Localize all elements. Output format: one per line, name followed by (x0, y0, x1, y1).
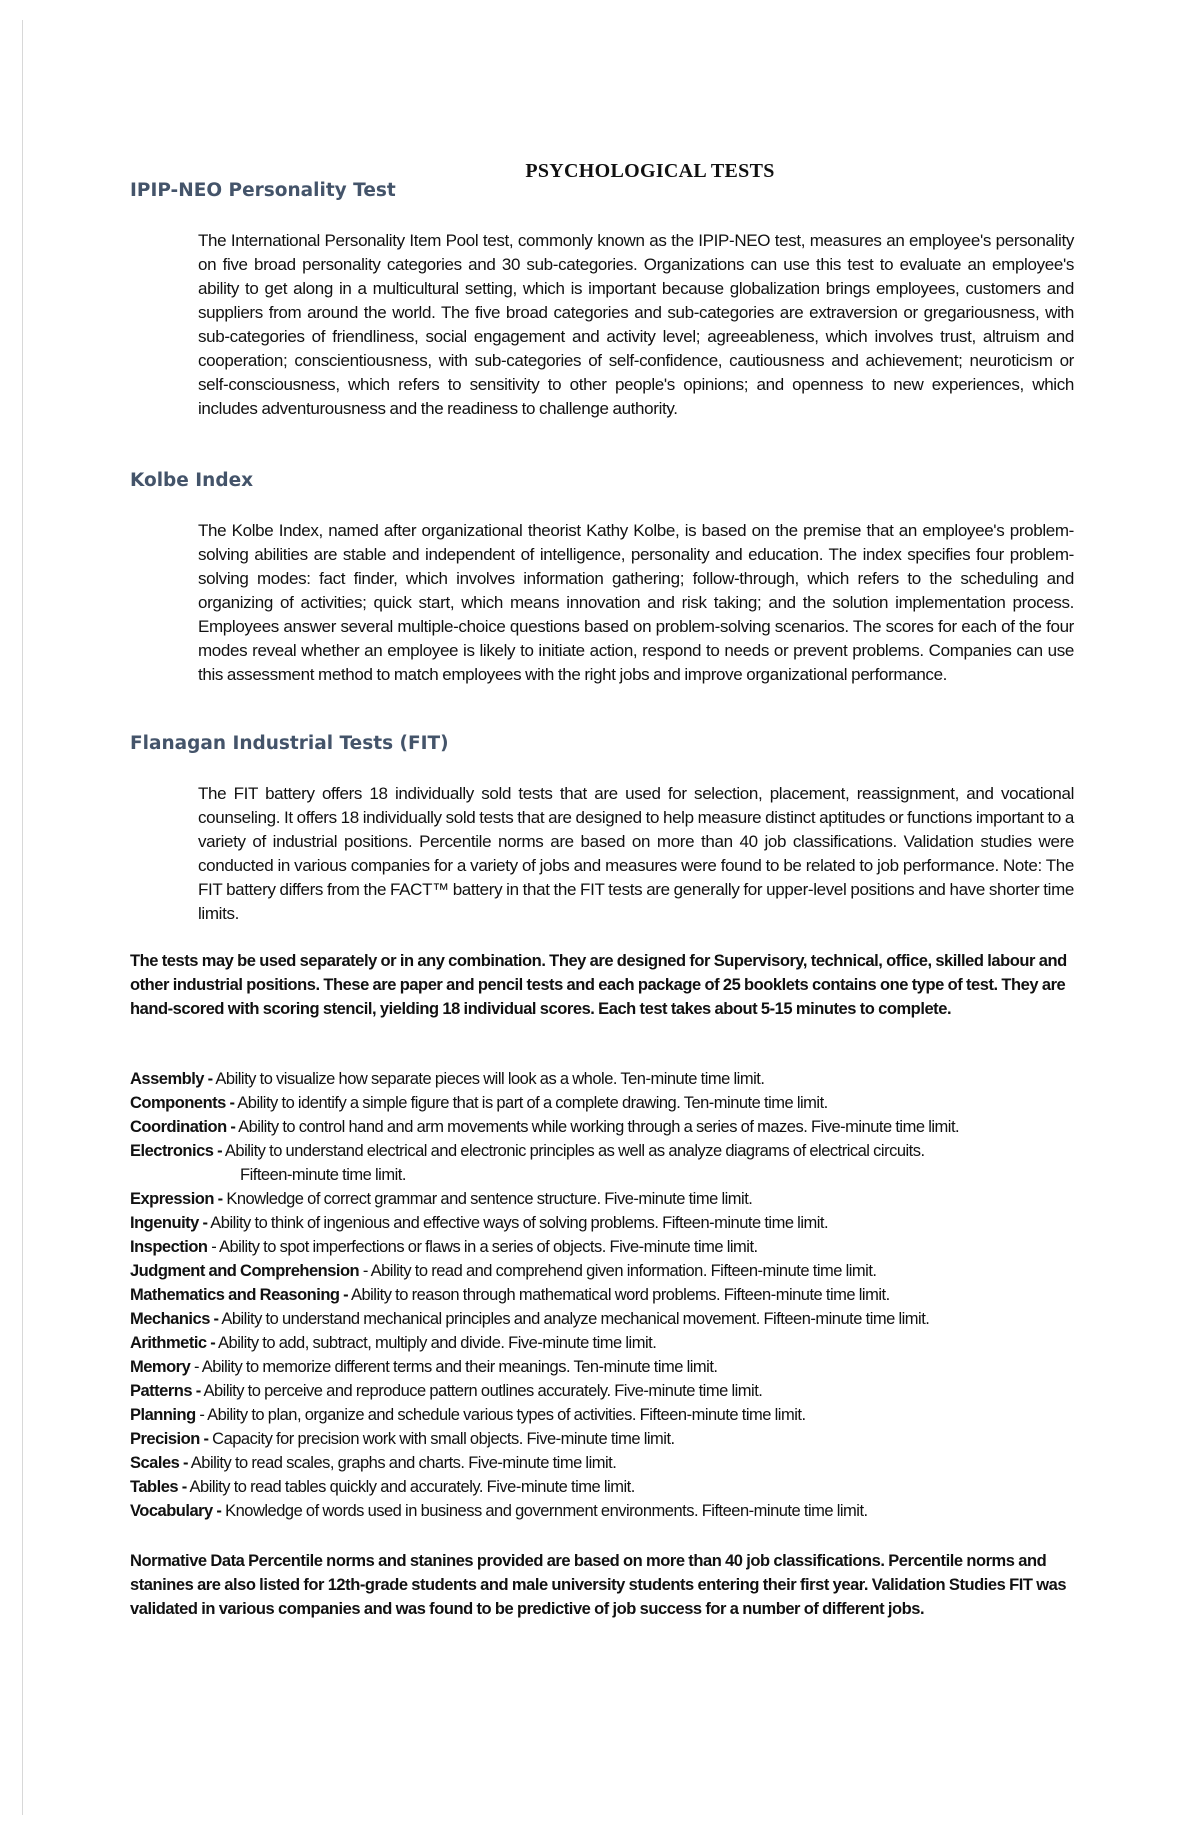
test-item (130, 1499, 1130, 1523)
heading-ipip-neo: IPIP-NEO Personality Test (130, 180, 396, 201)
test-description: Ability to visualize how separate pieces will look as a whole. Ten-minute time limit. (212, 1070, 765, 1088)
test-item (130, 1475, 1130, 1499)
test-name: Arithmetic - (130, 1334, 216, 1352)
test-item (130, 1403, 1130, 1427)
test-name: Mathematics and Reasoning - (130, 1286, 349, 1304)
normative-data: Normative Data Percentile norms and stanines provided are based on more than 40 job classifications. Percentile norms and stanines are also listed for 12th-grade students and male university students entering their first year. Validation Studies FIT was validated in various companies and was found to be predictive of job success for a number of different jobs. (130, 1552, 1067, 1618)
test-description: Ability to read tables quickly and accurately. Five-minute time limit. (186, 1478, 635, 1496)
test-name: Assembly - (130, 1070, 213, 1088)
tests-summary: The tests may be used separately or in any combination. They are designed for Supervisory, technical, office, skilled labour and other industrial positions. These are paper and pencil tests and each package of 25 booklets contains one type of test. They are hand-scored with scoring stencil, yielding 18 individual scores. Each test takes about 5-15 minutes to complete. (130, 952, 1067, 1018)
test-description: Ability to reason through mathematical word problems. Fifteen-minute time limit. (348, 1286, 890, 1304)
test-description: Ability to perceive and reproduce pattern outlines accurately. Five-minute time limit. (200, 1382, 763, 1400)
test-description: - Ability to memorize different terms and their meanings. Ten-minute time limit. (190, 1358, 718, 1376)
test-item (130, 1259, 1130, 1283)
test-item (130, 1355, 1130, 1379)
heading-kolbe-index: Kolbe Index (130, 470, 254, 491)
test-name: Components - (130, 1094, 235, 1112)
test-item (130, 1091, 1130, 1115)
paragraph-flanagan-fit: The FIT battery offers 18 individually sold tests that are used for selection, placement, reassignment, and vocational counseling. It offers 18 individually sold tests that are designed to help measure distinct aptitudes or functions important to a variety of industrial positions. Percentile norms are based on more than 40 job classifications. Validation studies were conducted in various companies for a variety of jobs and measures were found to be related to job performance. Note: The FIT battery differs from the FACT™ battery in that the FIT tests are generally for upper-level positions and have shorter time limits. (198, 784, 1074, 923)
test-name: Inspection (130, 1238, 208, 1256)
test-description: Ability to identify a simple figure that is part of a complete drawing. Ten-minute time limit. (234, 1094, 828, 1112)
test-item (130, 1067, 1130, 1091)
test-description: - Ability to spot imperfections or flaws in a series of objects. Five-minute time limit. (207, 1238, 758, 1256)
test-name: Scales - (130, 1454, 188, 1472)
test-name: Tables - (130, 1478, 187, 1496)
test-description: Ability to read scales, graphs and charts. Five-minute time limit. (187, 1454, 617, 1472)
test-description: Knowledge of words used in business and government environments. Fifteen-minute time limit. (221, 1502, 868, 1520)
test-name: Planning (130, 1406, 196, 1424)
test-item (130, 1187, 1130, 1211)
test-description: Ability to understand mechanical principles and analyze mechanical movement. Fifteen-minute time limit. (218, 1310, 930, 1328)
test-name: Coordination - (130, 1118, 236, 1136)
test-description: Ability to think of ingenious and effective ways of solving problems. Fifteen-minute time limit. (207, 1214, 829, 1232)
test-name: Precision - (130, 1430, 209, 1448)
test-list (130, 1067, 1130, 1523)
test-name: Ingenuity - (130, 1214, 208, 1232)
page-margin-line (22, 20, 23, 1815)
test-item (130, 1451, 1130, 1475)
test-item (130, 1283, 1130, 1307)
paragraph-ipip-neo: The International Personality Item Pool test, commonly known as the IPIP-NEO test, measures an employee's personality on five broad personality categories and 30 sub-categories. Organizations can use this test to evaluate an employee's ability to get along in a multicultural setting, which is important because globalization brings employees, customers and suppliers from around the world. The five broad categories and sub-categories are extraversion or gregariousness, with sub-categories of friendliness, social engagement and activity level; agreeableness, which involves trust, altruism and cooperation; conscientiousness, with sub-categories of self-confidence, cautiousness and achievement; neuroticism or self-consciousness, which refers to sensitivity to other people's opinions; and openness to new experiences, which includes adventurousness and the readiness to challenge authority. (198, 231, 1074, 418)
test-description: Ability to control hand and arm movements while working through a series of mazes. Five-minute time limit. (235, 1118, 960, 1136)
test-item (130, 1139, 1130, 1187)
test-item (130, 1115, 1130, 1139)
test-item (130, 1379, 1130, 1403)
test-name: Vocabulary - (130, 1502, 222, 1520)
test-item (130, 1211, 1130, 1235)
test-description-continued: Fifteen-minute time limit. (240, 1166, 406, 1184)
test-name: Electronics - (130, 1142, 223, 1160)
test-name: Mechanics - (130, 1310, 219, 1328)
test-name: Judgment and Comprehension (130, 1262, 360, 1280)
test-item (130, 1427, 1130, 1451)
paragraph-kolbe-index: The Kolbe Index, named after organizational theorist Kathy Kolbe, is based on the premise that an employee's problem-solving abilities are stable and independent of intelligence, personality and education. The index specifies four problem-solving modes: fact finder, which involves information gathering; follow-through, which refers to the scheduling and organizing of activities; quick start, which means innovation and risk taking; and the solution implementation process. Employees answer several multiple-choice questions based on problem-solving scenarios. The scores for each of the four modes reveal whether an employee is likely to initiate action, respond to needs or prevent problems. Companies can use this assessment method to match employees with the right jobs and improve organizational performance. (198, 521, 1074, 684)
test-item (130, 1307, 1130, 1331)
test-description: Capacity for precision work with small objects. Five-minute time limit. (208, 1430, 675, 1448)
test-description: - Ability to read and comprehend given information. Fifteen-minute time limit. (359, 1262, 877, 1280)
test-item (130, 1331, 1130, 1355)
test-name: Memory (130, 1358, 191, 1376)
test-description: Ability to add, subtract, multiply and divide. Five-minute time limit. (215, 1334, 657, 1352)
test-description: - Ability to plan, organize and schedule various types of activities. Fifteen-minute time limit. (195, 1406, 806, 1424)
test-description: Knowledge of correct grammar and sentence structure. Five-minute time limit. (222, 1190, 753, 1208)
test-item (130, 1235, 1130, 1259)
page-title: PSYCHOLOGICAL TESTS (525, 160, 775, 182)
heading-flanagan-fit: Flanagan Industrial Tests (FIT) (130, 733, 449, 754)
test-name: Expression - (130, 1190, 223, 1208)
test-description: Ability to understand electrical and electronic principles as well as analyze diagrams of electrical circuits. (222, 1142, 925, 1160)
test-name: Patterns - (130, 1382, 201, 1400)
